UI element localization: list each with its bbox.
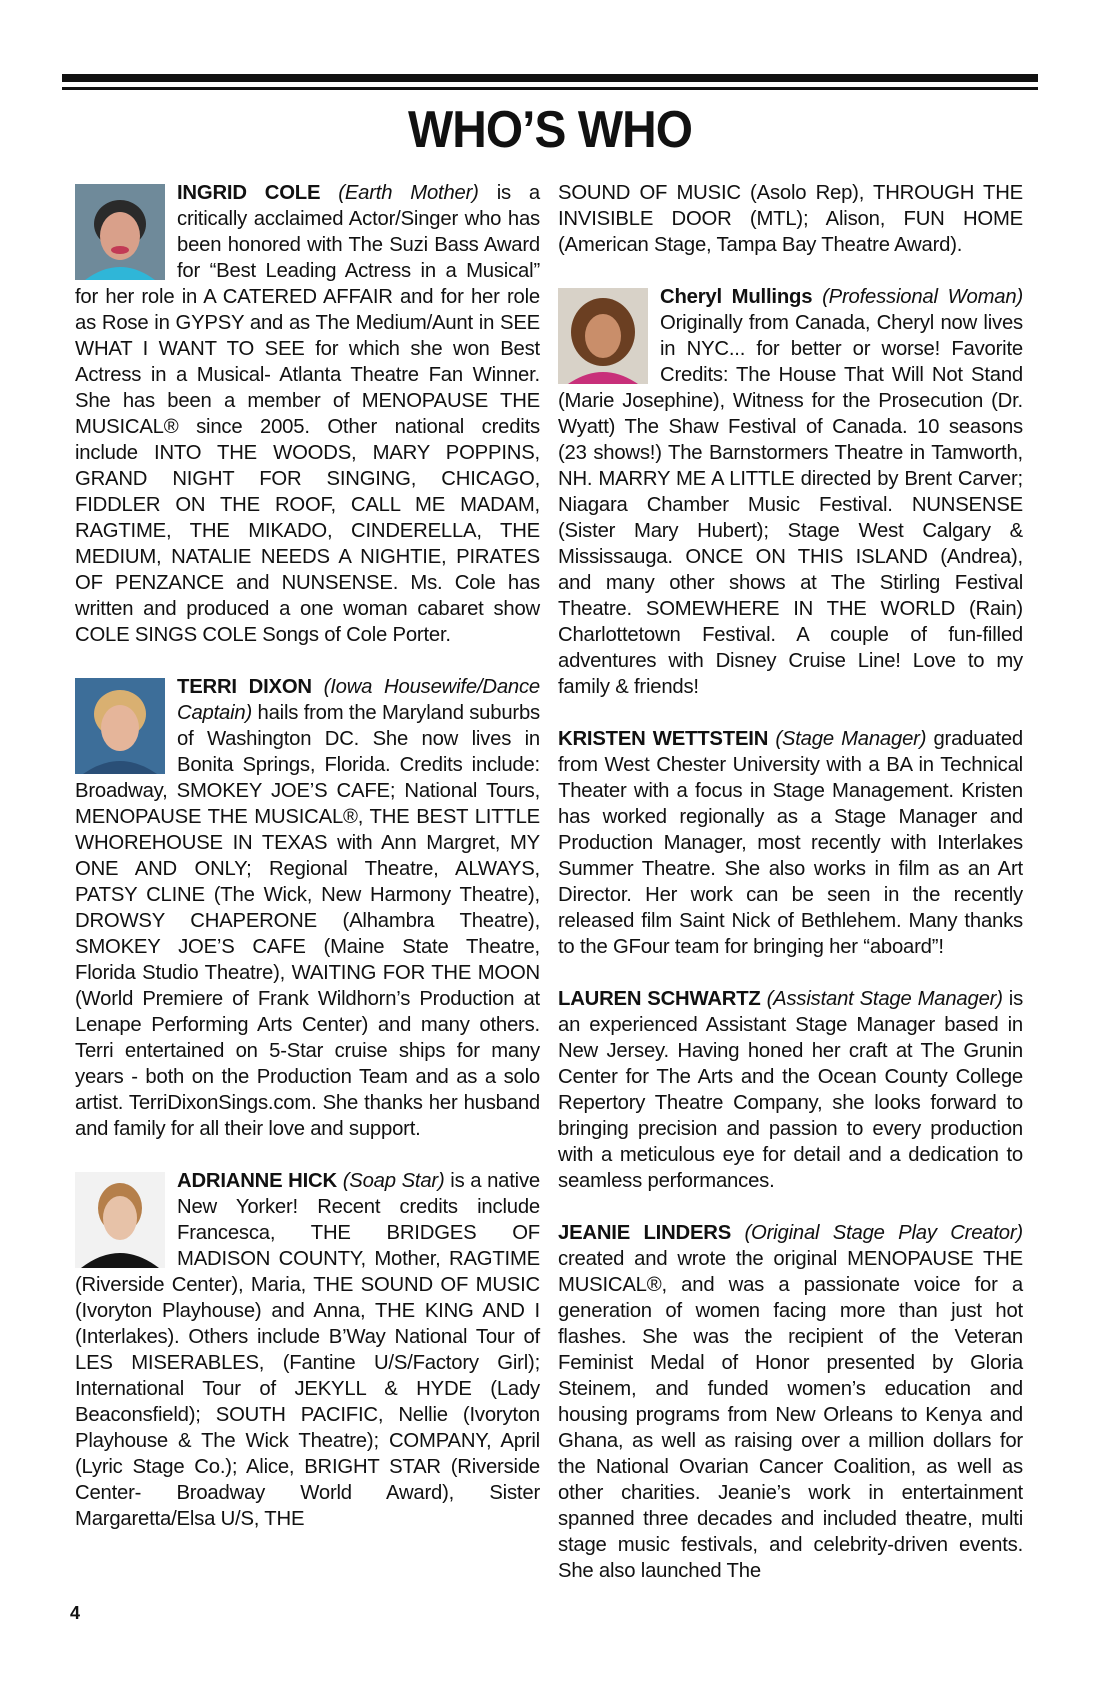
headshot-ingrid-cole — [75, 184, 165, 280]
bio-text: hails from the Maryland suburbs of Washington DC. She now lives in Bonita Springs, Florida. Credits include: Broadway, SMOKEY JOE’S CAFE; National Tours, MENOPAUSE THE MUSICAL®, THE BEST LITTLE WHOREHOUSE IN TEXAS with Ann Margret, MY ONE AND ONLY; Regional Theatre, ALWAYS, PATSY CLINE (The Wick, New Harmony Theatre), DROWSY CHAPERONE (Alhambra Theatre), SMOKEY JOE’S CAFE (Maine State Theatre, Florida Studio Theatre), WAITING FOR THE MOON (World Premiere of Frank Wildhorn’s Production at Lenape Performing Arts Center) and many others. Terri entertained on 5-Star cruise ships for many years - both on the Production Team and as a solo artist. TerriDixonSings.com. She thanks her husband and family for all their love and support. — [75, 702, 540, 1140]
bio-kristen-wettstein — [558, 726, 1023, 960]
bio-name: KRISTEN WETTSTEIN — [558, 728, 769, 750]
bio-role: (Iowa Housewife/Dance Captain) — [177, 676, 541, 724]
page-number: 4 — [70, 1603, 81, 1623]
header-rule-thick — [62, 74, 1038, 82]
headshot-cheryl-mullings — [558, 288, 648, 384]
bio-name: INGRID COLE — [177, 182, 321, 204]
bio-adrianne-hick — [75, 1168, 540, 1532]
bio-jeanie-linders — [558, 1220, 1023, 1584]
headshot-adrianne-hick — [75, 1172, 165, 1268]
bio-name: JEANIE LINDERS — [558, 1222, 732, 1244]
bio-role: (Stage Manager) — [775, 728, 927, 750]
bio-ingrid-cole — [75, 180, 540, 648]
right-column — [558, 180, 1023, 1584]
bio-lauren-schwartz — [558, 986, 1023, 1194]
bio-text: Originally from Canada, Cheryl now lives in NYC... for better or worse! Favorite Credits: The House That Will Not Stand (Marie Josephine), Witness for the Prosecution (Dr. Wyatt) The Shaw Festival of Canada. 10 seasons (23 shows!) The Barnstormers Theatre in Tamworth, NH. MARRY ME A LITTLE directed by Brent Carver; Niagara Chamber Music Festival. NUNSENSE (Sister Mary Hubert); Stage West Calgary & Mississauga. ONCE ON THIS ISLAND (Andrea), and many other shows at The Stirling Festival Theatre. SOMEWHERE IN THE WORLD (Rain) Charlottetown Festival. A couple of fun-filled adventures with Disney Cruise Line! Love to my family & friends! — [558, 312, 1023, 698]
bio-role: (Assistant Stage Manager) — [766, 988, 1003, 1010]
bio-cheryl-mullings — [558, 284, 1023, 700]
bio-role: (Earth Mother) — [338, 182, 479, 204]
bio-text: created and wrote the original MENOPAUSE THE MUSICAL®, and was a passionate voice for a generation of women facing more than just hot flashes. She was the recipient of the Veteran Feminist Medal of Honor presented by Gloria Steinem, and funded women’s education and housing programs from New Orleans to Kenya and Ghana, as well as raising over a million dollars for the National Ovarian Cancer Coalition, as well as other charities. Jeanie’s work in entertainment spanned three decades and included theatre, multi stage music festivals, and celebrity-driven events. She also launched The — [558, 1248, 1023, 1582]
bio-text: is an experienced Assistant Stage Manager based in New Jersey. Having honed her craft at The Grunin Center for The Arts and the Ocean County College Repertory Theatre Company, she looks forward to bringing precision and passion to every production with a meticulous eye for detail and a dedication to seamless performances. — [558, 988, 1024, 1192]
bio-role: (Original Stage Play Creator) — [744, 1222, 1023, 1244]
bio-text: SOUND OF MUSIC (Asolo Rep), THROUGH THE INVISIBLE DOOR (MTL); Alison, FUN HOME (American Stage, Tampa Bay Theatre Award). — [558, 182, 1023, 256]
bio-name: ADRIANNE HICK — [177, 1170, 337, 1192]
bio-role: (Soap Star) — [342, 1170, 445, 1192]
bio-text: is a critically acclaimed Actor/Singer who has been honored with The Suzi Bass Award for “Best Leading Actress in a Musical” for her role in A CATERED AFFAIR and for her role as Rose in GYPSY and as The Medium/Aunt in SEE WHAT I WANT TO SEE for which she won Best Actress in a Musical- Atlanta Theatre Fan Winner. She has been a member of MENOPAUSE THE MUSICAL® since 2005. Other national credits include INTO THE WOODS, MARY POPPINS, GRAND NIGHT FOR SINGING, CHICAGO, FIDDLER ON THE ROOF, CALL ME MADAM, RAGTIME, THE MIKADO, CINDERELLA, THE MEDIUM, NATALIE NEEDS A NIGHTIE, PIRATES OF PENZANCE and NUNSENSE. Ms. Cole has written and produced a one woman cabaret show COLE SINGS COLE Songs of Cole Porter. — [75, 182, 540, 646]
bio-name: LAUREN SCHWARTZ — [558, 988, 761, 1010]
bio-adrianne-hick-continued — [558, 180, 1023, 258]
bio-role: (Professional Woman) — [822, 286, 1023, 308]
bio-name: Cheryl Mullings — [660, 286, 813, 308]
left-column — [75, 180, 540, 1532]
bio-text: graduated from West Chester University with a BA in Technical Theater with a focus in Stage Management. Kristen has worked regionally as a Stage Manager and Production Manager, most recently with Interlakes Summer Theatre. She also works in film as an Art Director. Her work can be seen in the recently released film Saint Nick of Bethlehem. Many thanks to the GFour team for bringing her “aboard”! — [558, 728, 1023, 958]
bio-terri-dixon — [75, 674, 540, 1142]
header-rule-thin — [62, 87, 1038, 90]
page-title: WHO’S WHO — [407, 101, 693, 159]
bio-name: TERRI DIXON — [177, 676, 312, 698]
bio-text: is a native New Yorker! Recent credits include Francesca, THE BRIDGES OF MADISON COUNTY, Mother, RAGTIME (Riverside Center), Maria, THE SOUND OF MUSIC (Ivoryton Playhouse) and Anna, THE KING AND I (Interlakes). Others include B’Way National Tour of LES MISERABLES, (Fantine U/S/Factory Girl); International Tour of JEKYLL & HYDE (Lady Beaconsfield); SOUTH PACIFIC, Nellie (Ivoryton Playhouse & The Wick Theatre); COMPANY, April (Lyric Stage Co.); Alice, BRIGHT STAR (Riverside Center- Broadway World Award), Sister Margaretta/Elsa U/S, THE — [75, 1170, 540, 1530]
headshot-terri-dixon — [75, 678, 165, 774]
